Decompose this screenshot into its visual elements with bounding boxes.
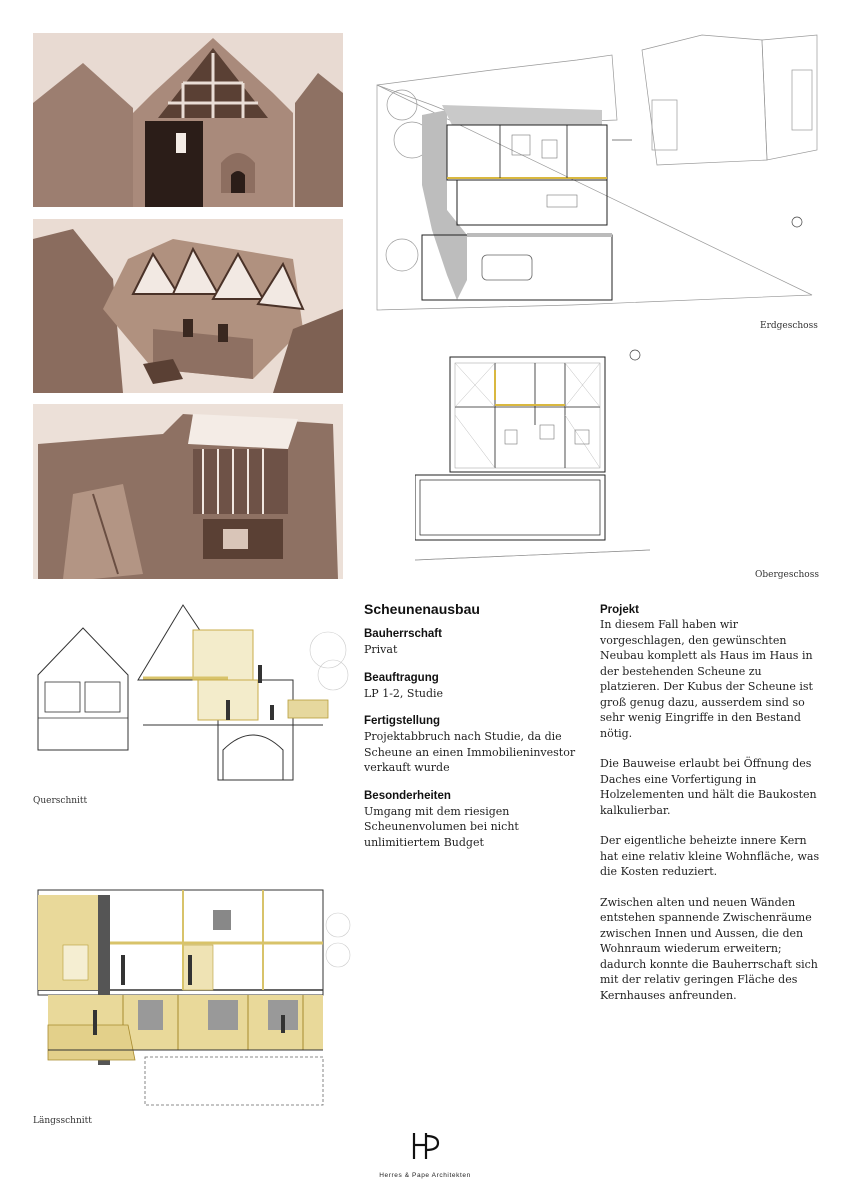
section-laengsschnitt [33,885,353,1110]
info-block-besonderheiten [364,790,584,851]
info-text: LP 1-2, Studie [364,686,444,700]
info-heading: Fertigstellung [364,715,441,727]
info-heading: Bauherrschaft [364,628,442,640]
info-block-fertigstellung [364,715,584,776]
office-name: Herres & Pape Architekten [379,1172,471,1179]
caption-obergeschoss: Obergeschoss [755,570,819,580]
description-paragraph: In diesem Fall haben wir vorgeschlagen, den gewünschten Neubau komplett als Haus im Haus in der bestehenden Scheune zu platzieren. Der Kubus der Scheune ist groß genug dazu, ausserdem sind so sehr wenig Eingriffe in den Bestand nötig. [600,618,813,740]
info-heading: Beauftragung [364,671,439,684]
hp-logo-icon [370,1130,480,1162]
description-heading: Projekt [600,604,639,616]
caption-erdgeschoss: Erdgeschoss [760,321,818,331]
model-photo-topview [33,404,343,579]
caption-querschnitt: Querschnitt [33,796,88,806]
model-photo-front [33,33,343,207]
office-logo [370,1130,480,1180]
info-text: Privat [364,643,398,656]
floor-plan-obergeschoss [415,345,655,565]
description-paragraph: Die Bauweise erlaubt bei Öffnung des Daches eine Vorfertigung in Holzelementen und hält die Baukosten kalkulierbar. [600,757,817,817]
info-block-bauherrschaft [364,628,584,658]
project-description [600,604,822,1018]
info-text: Projektabbruch nach Studie, da die Scheune an einen Immobilieninvestor verkauft wurde [364,730,576,774]
info-block-beauftragung [364,672,584,702]
info-heading: Besonderheiten [364,789,451,802]
project-info [364,601,584,864]
model-photo-aerial [33,219,343,393]
section-querschnitt [33,600,353,785]
caption-laengsschnitt: Längsschnitt [33,1116,92,1126]
description-paragraph: Zwischen alten und neuen Wänden entstehen spannende Zwischenräume zwischen Innen und Aussen, die den Wohnraum wiederum erweitern; dadurch konnte die Bauherrschaft sich mit der relativ geringen Fläche des Kernhauses anfreunden. [600,895,818,1002]
description-paragraph: Der eigentliche beheizte innere Kern hat eine relativ kleine Wohnfläche, was die Kosten reduziert. [600,834,820,878]
info-text: Umgang mit dem riesigen Scheunenvolumen bei nicht unlimitiertem Budget [364,804,519,849]
floor-plan-erdgeschoss [372,30,822,320]
project-title: Scheunenausbau [364,601,480,617]
